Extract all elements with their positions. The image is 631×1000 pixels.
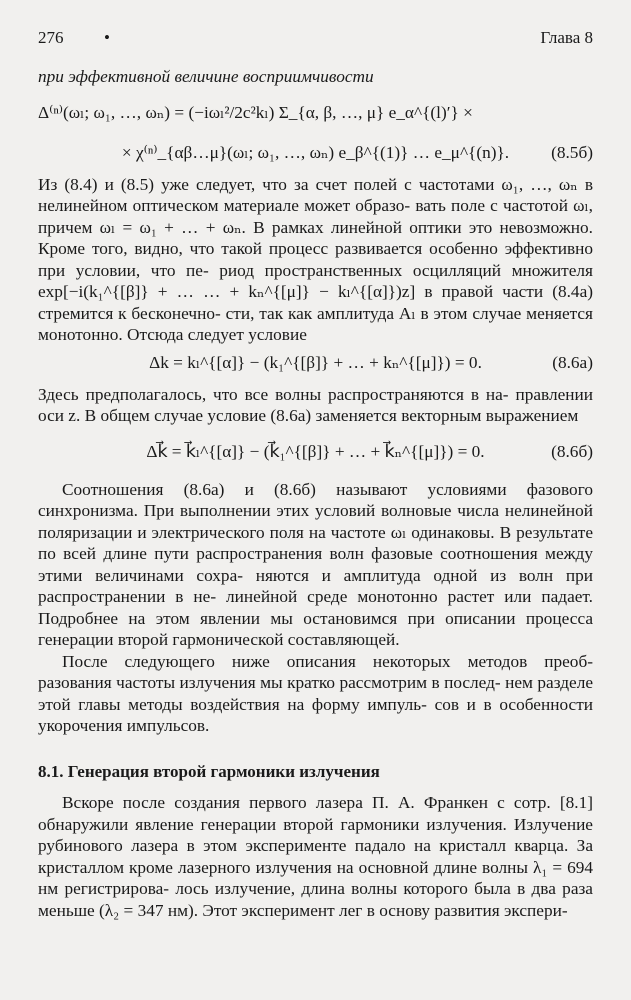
- paragraph-1: Из (8.4) и (8.5) уже следует, что за счет полей с частотами ω₁, …, ωₙ в нелинейном оптическом материале может образо- вать поле с частотой ωₗ, причем ωₗ = ω₁ + … + ωₙ. В рамках линейной оптики это невозможно. Кроме того, видно, что такой процесс развивается особенно эффективно при условии, что пе- риод пространственных осцилляций множителя exp[−i(k₁^{[β]} + … … + kₙ^{[μ]} − kₗ^{[α]})z] в правой части (8.4а) стремится к бесконечно- сти, так как амплитуда Aₗ в этом случае меняется монотонно. Отсюда следует условие: [38, 174, 594, 344]
- page-body: [38, 66, 593, 921]
- equation-8-6b: [38, 431, 593, 473]
- equation-number: (8.6а): [552, 352, 593, 372]
- paragraph-4: После следующего ниже описания некоторых методов преоб- разования частоты излучения мы кратко рассмотрим в послед- нем разделе этой главы методы воздействия на форму импуль- сов и в особенности укорочения импульсов.: [38, 651, 594, 735]
- paragraph-2: Здесь предполагалось, что все волны распространяются в на- правлении оси z. В общем случае условие (8.6а) заменяется векторным выражением: [38, 384, 593, 425]
- equation-8-5b-line2: [38, 140, 593, 168]
- paragraph-3: Соотношения (8.6а) и (8.6б) называют условиями фазового синхронизма. При выполнении этих условий волновые числа нелинейной поляризации и электрического поля на частоте ωₗ одинаковы. В результате по всей длине пути распространения волн фазовые соотношения между этими величинами сохра- няются и амплитуда одной из волн при распространении в не- линейной среде монотонно растет или падает. Подробнее на этом явлении мы остановимся при описании процесса генерации второй гармонической составляющей.: [38, 479, 593, 649]
- margin-mark: •: [104, 28, 110, 47]
- equation-text: Δ⁽ⁿ⁾(ωₗ; ω₁, …, ωₙ) = (−iωₗ²/2c²kₗ) Σ_{α, β, …, μ} e_α^{(l)′} ×: [38, 102, 473, 122]
- equation-8-6a: [38, 350, 593, 378]
- chapter-title: Глава 8: [540, 28, 593, 47]
- paragraph-5: Вскоре после создания первого лазера П. А. Франкен с сотр. [8.1] обнаружили явление генерации второй гармоники излучения. Излучение рубинового лазера в этом эксперименте падало на кристалл кварца. За кристаллом кроме лазерного излучения на основной длине волны λ₁ = 694 нм регистрирова- лось излучение, длина волны которого была в два раза меньше (λ₂ = 347 нм). Этот эксперимент лег в основу развития экспери-: [38, 793, 594, 920]
- equation-8-5b-line1: [38, 92, 593, 134]
- section-heading: 8.1. Генерация второй гармоники излучения: [38, 761, 380, 781]
- page-number: 276: [38, 28, 64, 47]
- equation-text: Δk = kₗ^{[α]} − (k₁^{[β]} + … + kₙ^{[μ]}) = 0.: [149, 352, 482, 372]
- equation-text: × χ⁽ⁿ⁾_{αβ…μ}(ωₗ; ω₁, …, ωₙ) e_β^{(1)} … e_μ^{(n)}.: [121, 142, 510, 162]
- equation-number: (8.6б): [551, 441, 593, 461]
- equation-text: Δk⃗ = k⃗ₗ^{[α]} − (k⃗₁^{[β]} + … + k⃗ₙ^{[μ]}) = 0.: [146, 441, 485, 461]
- equation-number: (8.5б): [551, 142, 593, 162]
- intro-line: при эффективной величине восприимчивости: [38, 67, 374, 86]
- running-header: [38, 28, 593, 52]
